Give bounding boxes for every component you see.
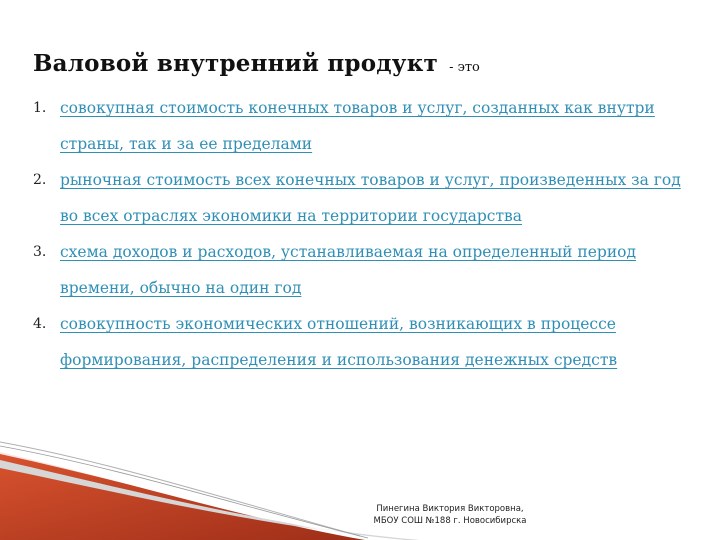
answer-list — [33, 90, 693, 378]
answer-link[interactable]: схема доходов и расходов, устанавливаемая на определенный период времени, обычно на один год — [60, 243, 637, 297]
answer-number: 3. — [33, 244, 47, 260]
title-sub: - это — [449, 60, 480, 75]
answer-item[interactable] — [33, 90, 693, 162]
answer-link[interactable]: рыночная стоимость всех конечных товаров и услуг, произведенных за год во всех отраслях экономики на территории государства — [60, 171, 681, 225]
slide-title — [33, 50, 480, 77]
answer-item[interactable] — [33, 306, 693, 378]
answer-link[interactable]: совокупность экономических отношений, возникающих в процессе формирования, распределения и использования денежных средств — [60, 315, 618, 369]
footer-credit — [355, 503, 545, 527]
answer-item[interactable] — [33, 162, 693, 234]
credit-school: МБОУ СОШ №188 г. Новосибирска — [373, 516, 527, 526]
answer-link[interactable]: совокупная стоимость конечных товаров и услуг, созданных как внутри страны, так и за ее пределами — [60, 99, 655, 153]
answer-number: 2. — [33, 172, 47, 188]
answer-number: 1. — [33, 100, 47, 116]
credit-author: Пинегина Виктория Викторовна, — [376, 504, 524, 514]
title-main: Валовой внутренний продукт — [33, 50, 438, 77]
answer-item[interactable] — [33, 234, 693, 306]
answer-number: 4. — [33, 316, 47, 332]
